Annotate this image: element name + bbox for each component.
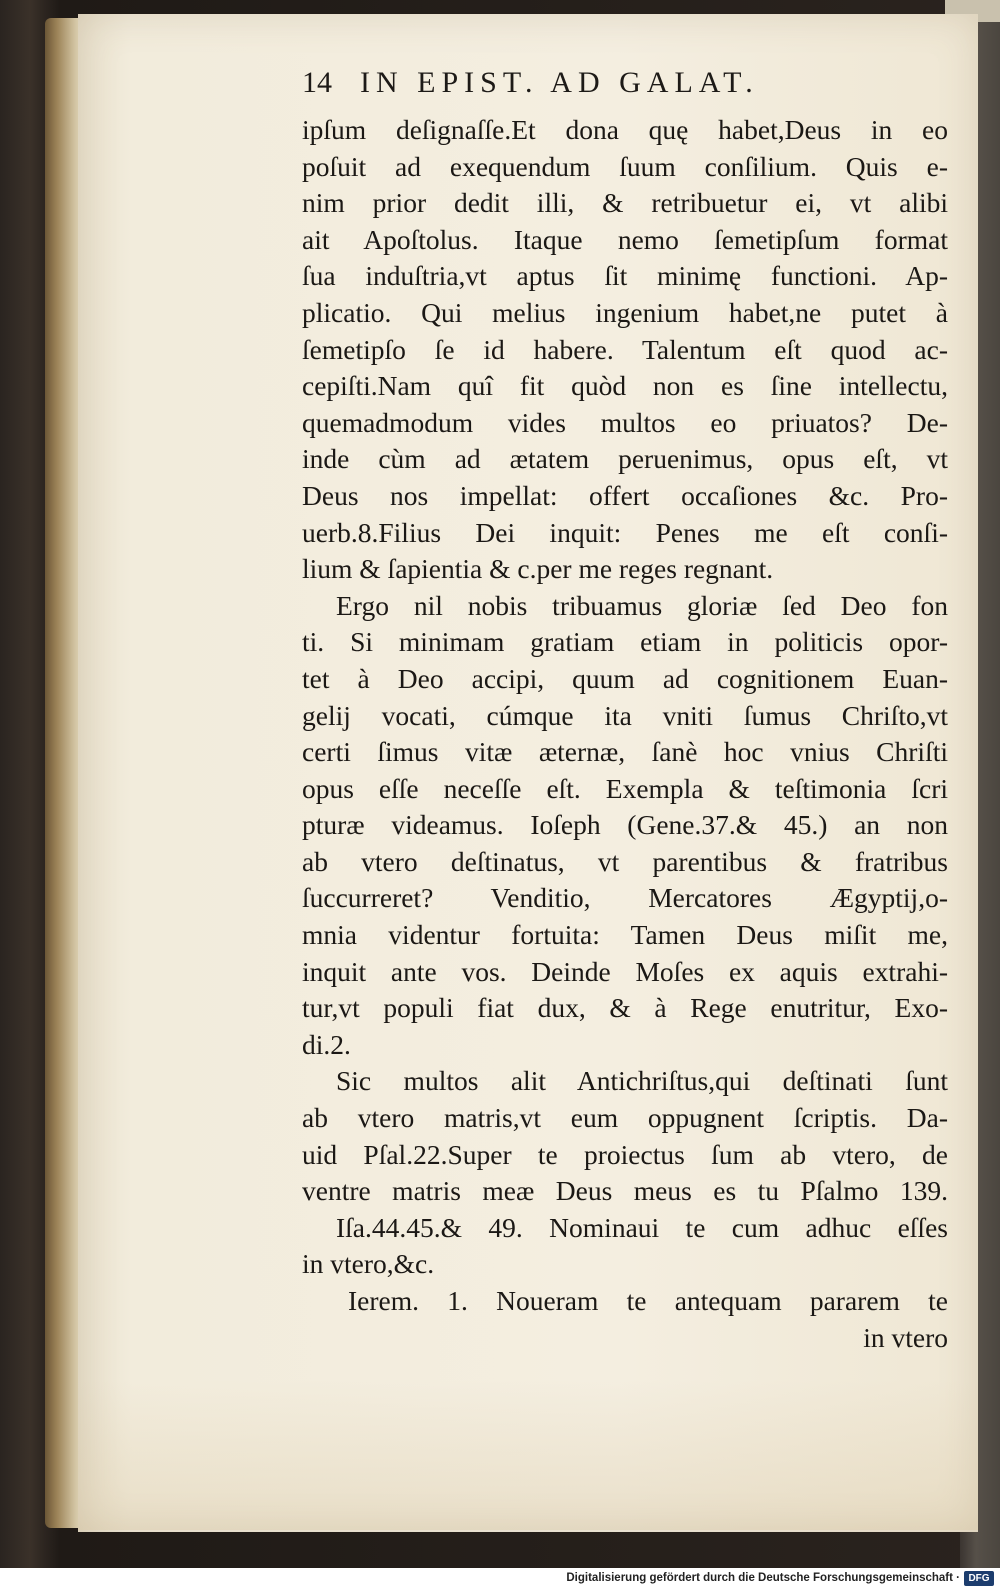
text-line: gelij vocati, cúmque ita vniti ſumus Chriſto,vt	[302, 699, 948, 731]
text-line: Ierem. 1. Noueram te antequam pararem te	[348, 1285, 948, 1316]
text-line: Ergo nil nobis tribuamus gloriæ ſed Deo fon	[336, 589, 948, 621]
text-line: in vtero,&c.	[302, 1248, 435, 1280]
text-line: mnia videntur fortuita: Tamen Deus miſit me,	[302, 919, 948, 951]
text-line: pturæ videamus. Ioſeph (Gene.37.& 45.) an non	[302, 809, 948, 841]
text-line: ſuccurreret? Venditio, Mercatores Ægyptij,o-	[302, 882, 948, 914]
text-line: cepiſti.Nam quî fit quòd non es ſine intellectu,	[302, 370, 948, 402]
text-line: Deus nos impellat: offert occaſiones &c. Pro-	[302, 479, 948, 511]
text-line: plicatio. Qui melius ingenium habet,ne putet à	[302, 296, 948, 328]
text-line: ventre matris meæ Deus meus es tu Pſalmo 139.	[302, 1175, 948, 1207]
text-line: poſuit ad exequendum ſuum conſilium. Quis e-	[302, 150, 948, 182]
page-number: 14	[302, 66, 332, 99]
running-title: IN EPIST. AD GALAT.	[360, 66, 759, 99]
text-line: opus eſſe neceſſe eſt. Exempla & teſtimonia ſcri	[302, 772, 948, 804]
text-line: quemadmodum vides multos eo priuatos? De-	[302, 406, 948, 438]
text-line: Iſa.44.45.& 49. Nominaui te cum adhuc eſſes	[336, 1211, 948, 1243]
running-head	[302, 66, 942, 106]
text-line: ti. Si minimam gratiam etiam in politicis opor-	[302, 626, 948, 658]
text-line: lium & ſapientia & c.per me reges regnant.	[302, 553, 774, 585]
text-line: inquit ante vos. Deinde Moſes ex aquis extrahi-	[302, 955, 948, 987]
text-line: Sic multos alit Antichriſtus,qui deſtinati ſunt	[336, 1065, 948, 1097]
text-line: ſua induſtria,vt aptus ſit minimę functioni. Ap-	[302, 260, 948, 292]
text-line: ait Apoſtolus. Itaque nemo ſemetipſum format	[302, 223, 948, 255]
text-line: certi ſimus vitæ æternæ, ſanè hoc vnius Chriſti	[302, 736, 948, 768]
text-line: ab vtero deſtinatus, vt parentibus & fratribus	[302, 845, 948, 877]
page-discoloration	[78, 1380, 978, 1530]
text-line: uid Pſal.22.Super te proiectus ſum ab vtero, de	[302, 1138, 948, 1170]
body-text	[302, 112, 948, 1356]
text-line: ab vtero matris,vt eum oppugnent ſcriptis. Da-	[302, 1102, 948, 1134]
text-line: ipſum deſignaſſe.Et dona quę habet,Deus in eo	[302, 114, 948, 145]
text-line: nim prior dedit illi, & retribuetur ei, vt alibi	[302, 187, 948, 219]
dfg-logo: DFG	[964, 1571, 994, 1586]
text-line: in vtero	[863, 1321, 948, 1353]
text-line: inde cùm ad ætatem peruenimus, opus eſt, vt	[302, 443, 948, 475]
text-line: tur,vt populi fiat dux, & à Rege enutritur, Exo-	[302, 992, 948, 1024]
digitization-credit: Digitalisierung gefördert durch die Deutsche Forschungsgemeinschaft ·	[566, 1572, 960, 1584]
text-line: ſemetipſo ſe id habere. Talentum eſt quod ac-	[302, 333, 948, 365]
text-line: uerb.8.Filius Dei inquit: Penes me eſt conſi-	[302, 516, 948, 548]
text-line: di.2.	[302, 1028, 351, 1060]
text-line: tet à Deo accipi, quum ad cognitionem Euan-	[302, 662, 948, 694]
